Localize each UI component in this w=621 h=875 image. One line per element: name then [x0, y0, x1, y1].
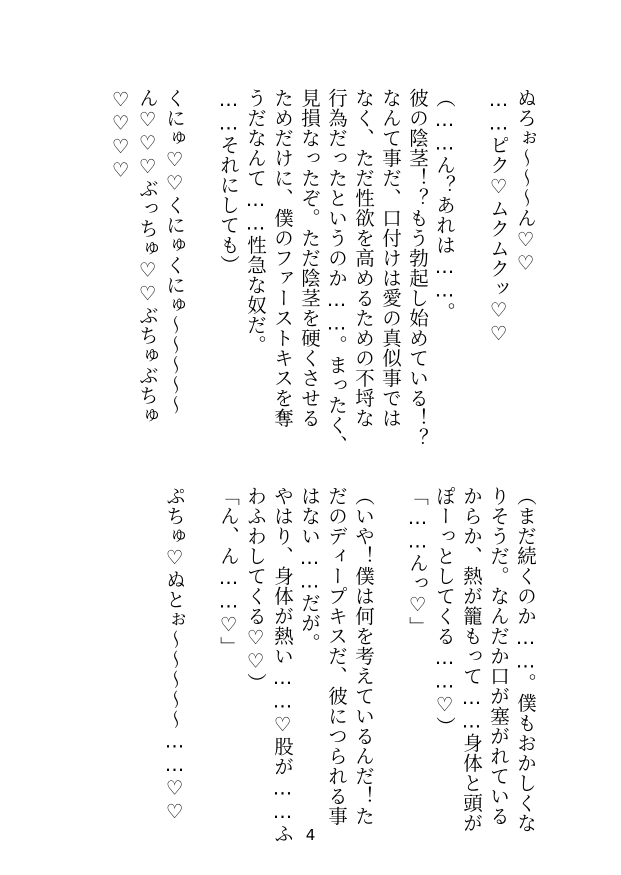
text-column: 行為だったというのか……。まったく、 [325, 88, 348, 455]
text-column [458, 88, 485, 428]
text-column [377, 486, 404, 816]
text-column: ためだけに、僕のファーストキスを奪 [271, 88, 294, 428]
text-column [188, 88, 215, 428]
text-column: ……ピク♡ムクムクッ♡♡ [487, 88, 510, 346]
lower-text-block [161, 486, 539, 844]
text-column: だのディープキスだ、彼につられる事 [325, 486, 348, 826]
text-column [188, 486, 215, 816]
text-column: なく、ただ性欲を高めるための不埒な [352, 88, 375, 428]
text-column: 彼の陰茎！？もう勃起し始めている！？ [406, 88, 429, 448]
text-column: やはり、身体が熱い……♡股が……ふ [271, 486, 294, 844]
text-column: （……ん？あれは……。 [433, 88, 456, 322]
text-column: はない……だが。 [298, 486, 321, 653]
text-column: ぬろぉ～～～ん♡♡ [514, 88, 537, 275]
text-column: うだなんて……性急な奴だ。 [244, 88, 267, 355]
text-column: 見損なったぞ。ただ陰茎を硬くさせる [298, 88, 321, 428]
text-column: 「ん、ん……♡」 [217, 486, 240, 657]
text-column: ん♡♡♡ぶっちゅ♡♡ぶちゅぶちゅ [136, 88, 159, 426]
text-column: わふわしてくる♡♡） [244, 486, 267, 693]
text-column: ♡♡♡♡ [109, 88, 132, 182]
text-column: りそうだ。なんだか口が塞がれている [487, 486, 510, 826]
text-column: ……それにしても） [217, 88, 240, 275]
text-column: からか、熱が籠もって……身体と頭が [460, 486, 483, 833]
text-column: 「……んっ♡」 [406, 486, 429, 637]
text-column: （いや！僕は何を考えているんだ！た [352, 486, 375, 826]
page-number: 4 [305, 826, 316, 844]
text-column: なんて事だ、口付けは愛の真似事では [379, 88, 402, 428]
text-column: くにゅ♡♡くにゅくにゅ～～～～～ [163, 88, 186, 415]
upper-text-block [107, 88, 539, 455]
text-column: ぷちゅ♡ぬとぉ～～～～～……♡♡ [163, 486, 186, 824]
text-column: ぽーっとしてくる……♡） [433, 486, 456, 737]
text-column: （まだ続くのか……。僕もおかしくな [514, 486, 537, 833]
